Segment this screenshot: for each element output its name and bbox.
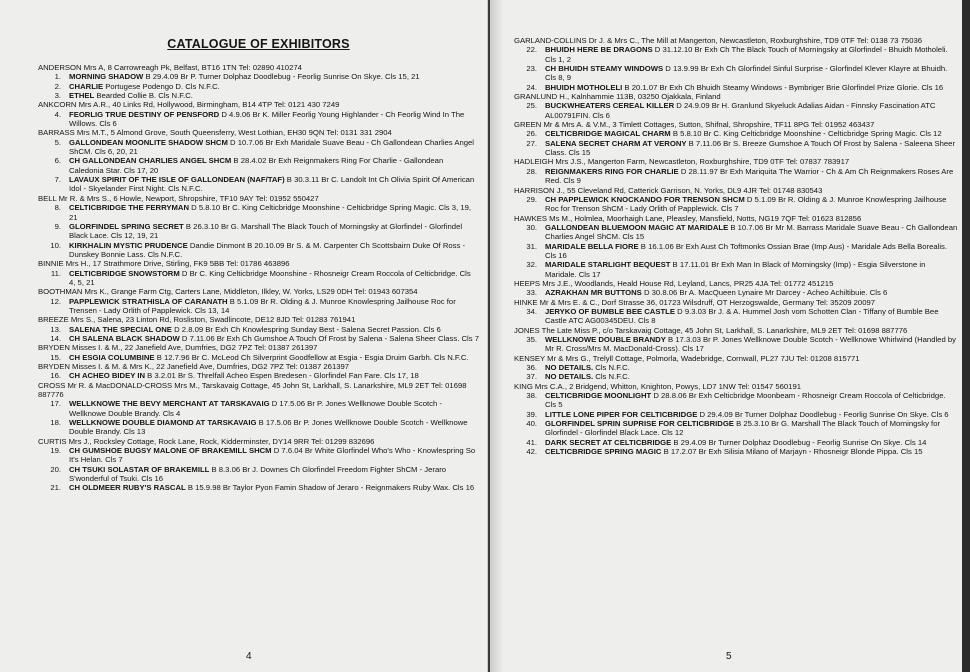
dog-name: CH GUMSHOE BUGSY MALONE OF BRAKEMILL SHCM bbox=[69, 446, 272, 456]
dog-entry bbox=[514, 242, 958, 261]
dog-text bbox=[545, 260, 958, 279]
exhibitor-entry: ANKCORN Mrs A.R., 40 Links Rd, Hollywood, Birmingham, B14 4TP Tel: 0121 430 7249 bbox=[38, 100, 340, 110]
dog-name: MARIDALE BELLA FIORE bbox=[545, 241, 639, 251]
dog-details: D 7.6.04 Br White Glorfindel Who's Who - Knowlespring So It's Helan. Cls 7 bbox=[69, 446, 476, 465]
exhibitor-entry: BRYDEN Misses I. & M. & Mrs K., 22 Janefield Ave, Dumfries, DG2 7PZ Tel: 01387 261397 bbox=[38, 362, 350, 371]
dog-text bbox=[545, 372, 958, 381]
dog-entry bbox=[38, 269, 479, 288]
entry-number: 22. bbox=[526, 45, 537, 55]
dog-text bbox=[69, 91, 479, 100]
dog-name: CH OLDMEER RUBY'S RASCAL bbox=[69, 483, 186, 493]
dog-details: D 13.9.99 Br Exh Ch Glorfindel Sinful Surprise - Glorfindel Klever Klayre at Bhuidh. Cls 8, 9 bbox=[545, 64, 948, 83]
entry-number: 11. bbox=[50, 268, 61, 278]
dog-entry bbox=[38, 334, 479, 343]
dog-entry bbox=[514, 45, 958, 64]
entry-number: 25. bbox=[526, 101, 537, 111]
dog-name: NO DETAILS. bbox=[545, 363, 594, 373]
dog-name: BUCKWHEATERS CEREAL KILLER bbox=[545, 101, 675, 111]
dog-text bbox=[545, 139, 958, 158]
entry-number: 19. bbox=[50, 446, 61, 456]
dog-details: B 20.1.07 Br Exh Ch Bhuidh Steamy Windows - Bymbriger Brie Glorfindel Prize Glorie. Cls 16 bbox=[622, 82, 944, 92]
entry-number: 13. bbox=[50, 324, 61, 334]
dog-entry bbox=[514, 447, 958, 456]
dog-entry bbox=[38, 353, 479, 362]
dog-text bbox=[69, 371, 479, 380]
dog-entry bbox=[38, 446, 479, 465]
dog-name: GLORFINDEL SPRING SECRET bbox=[69, 221, 184, 231]
exhibitor-entry: BREEZE Mrs S., Salena, 23 Linton Rd, Rosliston, Swadlincote, DE12 8JD Tel: 01283 761941 bbox=[38, 315, 356, 325]
dog-name: MORNING SHADOW bbox=[69, 72, 144, 82]
dog-details: B 5.8.10 Br C. King Celticbridge Moonshine - Celticbridge Spring Magic. Cls 12 bbox=[670, 129, 942, 139]
dog-name: BHUIDH MOTHOLELI bbox=[545, 82, 623, 92]
dog-details: B 28.4.02 Br Exh Reignmakers Ring For Charlie - Gallondean Caledonia Star. Cls 17, 20 bbox=[69, 156, 444, 175]
entry-number: 26. bbox=[526, 129, 537, 139]
dog-name: GLORFINDEL SPRIN SUPRISE FOR CELTICBRIDGE bbox=[545, 419, 734, 429]
dog-text bbox=[545, 64, 958, 83]
dog-entry bbox=[514, 363, 958, 372]
entry-number: 33. bbox=[526, 288, 537, 298]
dog-entry bbox=[514, 167, 958, 186]
entry-number: 32. bbox=[526, 260, 537, 270]
dog-details: B 10.7.06 Br Mr M. Barrass Maridale Suave Beau - Ch Gallondean Charlies Angel ShCM. Cls 15 bbox=[545, 222, 958, 242]
dog-text bbox=[69, 297, 479, 316]
dog-text bbox=[545, 242, 958, 261]
dog-name: CELTICBRIDGE THE FERRYMAN bbox=[69, 203, 190, 213]
entry-number: 16. bbox=[50, 371, 61, 381]
left-entries bbox=[38, 63, 479, 493]
entry-number: 18. bbox=[50, 418, 61, 428]
dog-name: AZRAKHAN MR BUTTONS bbox=[545, 288, 642, 298]
dog-text bbox=[69, 110, 479, 129]
dog-name: FEORLIG TRUE DESTINY OF PENSFORD bbox=[69, 109, 220, 119]
right-entries bbox=[514, 36, 958, 456]
entry-number: 37. bbox=[526, 372, 537, 382]
dog-text bbox=[545, 438, 958, 447]
dog-entry bbox=[514, 372, 958, 381]
dog-name: CH ESGIA COLUMBINE bbox=[69, 352, 155, 362]
entry-number: 12. bbox=[50, 296, 61, 306]
dog-text bbox=[69, 325, 479, 334]
exhibitor-entry: BELL Mr R. & Mrs S., 6 Howle, Newport, Shropshire, TF10 9AY Tel: 01952 550427 bbox=[38, 193, 319, 203]
dog-entry bbox=[514, 410, 958, 419]
dog-name: SALENA SECRET CHARM AT VERONY bbox=[545, 138, 687, 148]
dog-text bbox=[545, 307, 958, 326]
dog-name: CH BHUIDH STEAMY WINDOWS bbox=[545, 64, 664, 74]
catalogue-title: CATALOGUE OF EXHIBITORS bbox=[167, 37, 350, 51]
entry-number: 28. bbox=[526, 166, 537, 176]
dog-name: JERYKO OF BUMBLE BEE CASTLE bbox=[545, 306, 675, 316]
dog-details: D 31.12.10 Br Exh Ch The Black Touch of Morningsky at Glorfindel - Bhuidh Motholeli. Cls 1, 2 bbox=[545, 45, 948, 64]
dog-entry bbox=[514, 260, 958, 279]
dog-details: B 17.5.06 Br P. Jones Wellknowe Double Scotch - Wellknowe Double Brandy. Cls 13 bbox=[69, 418, 468, 437]
exhibitor-entry: BINNIE Mrs H., 17 Strathmore Drive, Stirling, FK9 5BB Tel: 01786 463896 bbox=[38, 259, 290, 269]
entry-number: 21. bbox=[50, 483, 61, 493]
dog-entry bbox=[38, 483, 479, 492]
dog-name: NO DETAILS. bbox=[545, 372, 594, 382]
entry-number: 29. bbox=[526, 194, 537, 204]
dog-name: CHARLIE bbox=[69, 81, 104, 91]
dog-name: CELTICBRIDGE MAGICAL CHARM bbox=[545, 129, 671, 139]
dog-text bbox=[69, 222, 479, 241]
dog-text bbox=[545, 129, 958, 138]
dog-details: B 17.3.03 Br P. Jones Wellknowe Double Scotch - Wellknowe Whirlwind (Handled by Mr R. Cross/Mrs M. MacDonald-Cross). Cls 17 bbox=[545, 335, 956, 354]
dog-entry bbox=[514, 101, 958, 120]
dog-text bbox=[545, 419, 958, 438]
exhibitor-entry: HAWKES Ms M., Holmlea, Moorhaigh Lane, Pleasley, Mansfield, Notts, NG19 7QF Tel: 01623 812856 bbox=[514, 213, 862, 223]
entry-number: 34. bbox=[526, 306, 537, 316]
dog-name: WELLKNOWE THE BEVY MERCHANT AT TARSKAVAIG bbox=[69, 399, 270, 409]
entry-number: 35. bbox=[526, 335, 537, 344]
entry-number: 41. bbox=[526, 437, 537, 447]
exhibitor-entry: KING Mrs C.A., 2 Bridgend, Whitton, Knighton, Powys, LD7 1NW Tel: 01547 560191 bbox=[514, 381, 801, 391]
entry-number: 15. bbox=[50, 352, 61, 362]
dog-name: CELTICBRIDGE MOONLIGHT bbox=[545, 391, 652, 401]
dog-details: D 29.4.09 Br Turner Dolphaz Doodlebug - Feorlig Sunrise On Skye. Cls 6 bbox=[697, 409, 949, 419]
scan-edge bbox=[962, 0, 970, 672]
entry-number: 30. bbox=[526, 222, 537, 232]
entry-number: 4. bbox=[54, 109, 61, 119]
dog-entry bbox=[514, 335, 958, 354]
dog-details: D 17.5.06 Br P. Jones Wellknowe Double Scotch - Wellknowe Double Brandy. Cls 4 bbox=[69, 399, 442, 418]
dog-details: B 17.11.01 Br Exh Man In Black of Morningsky (Imp) - Esgia Silverstone in Maridale. Cls 17 bbox=[545, 260, 926, 279]
dog-details: B 12.7.96 Br C. McLeod Ch Silverprint Goodfellow at Esgia - Esgia Druim Garbh. Cls N.F.C. bbox=[154, 352, 469, 362]
dog-name: REIGNMAKERS RING FOR CHARLIE bbox=[545, 166, 679, 176]
dog-entry bbox=[38, 399, 479, 418]
dog-name: LITTLE LONE PIPER FOR CELTICBRIDGE bbox=[545, 409, 698, 419]
exhibitor-entry: KENSEY Mr & Mrs G., Trelyll Cottage, Polmorla, Wadebridge, Cornwall, PL27 7JU Tel: 01208 815771 bbox=[514, 353, 860, 363]
dog-name: MARIDALE STARLIGHT BEQUEST bbox=[545, 260, 671, 270]
dog-entry bbox=[38, 156, 479, 175]
dog-entry bbox=[38, 82, 479, 91]
dog-details: D 30.8.06 Br A. MacQueen Lynaire Mr Darcey - Acheo Achiltibuie. Cls 6 bbox=[641, 288, 888, 298]
dog-details: B 3.2.01 Br S. Threlfall Acheo Espen Bredesen - Glorfindel Fan Fare. Cls 17, 18 bbox=[145, 371, 419, 381]
entry-number: 24. bbox=[526, 82, 537, 92]
dog-text bbox=[545, 45, 958, 64]
exhibitor-entry: BRYDEN Misses I. & M., 22 Janefield Ave, Dumfries, DG2 7PZ Tel: 01387 261397 bbox=[38, 343, 318, 353]
dog-name: CELTICBRIDGE SPRING MAGIC bbox=[545, 447, 662, 457]
dog-details: B 30.3.11 Br C. Landolt Int Ch Olivia Spirit Of American Idol - Skyelander First Night. Cls N.F.C. bbox=[69, 175, 475, 194]
dog-details: B 25.3.10 Br G. Marshall The Black Touch of Morningsky for Glorfindel - Glorfindel Black Lace. Cls 12 bbox=[545, 419, 941, 438]
entry-number: 40. bbox=[526, 419, 537, 429]
dog-details: D 24.9.09 Br H. Granlund Skyeluck Adalias Aidan - Finnsky Fascination ATC AL00791FIN. Cls 6 bbox=[545, 101, 936, 120]
dog-text bbox=[545, 167, 958, 186]
dog-text bbox=[69, 465, 479, 484]
dog-details: B 17.2.07 Br Exh Silisia Milano of Marjayn - Rhosneigr Blonde Pippa. Cls 15 bbox=[661, 447, 923, 457]
exhibitor-entry: JONES The Late Miss P., c/o Tarskavaig Cottage, 45 John St, Larkhall, S. Lanarkshire, ML9 2ET Tel: 01698 887776 bbox=[514, 325, 908, 335]
dog-entry bbox=[38, 91, 479, 100]
dog-entry bbox=[38, 418, 479, 437]
dog-entry bbox=[514, 64, 958, 83]
dog-name: WELLKNOWE DOUBLE DIAMOND AT TARSKAVAIG bbox=[69, 418, 257, 428]
entry-number: 14. bbox=[50, 333, 61, 343]
dog-text bbox=[69, 353, 479, 362]
entry-number: 1. bbox=[54, 72, 61, 82]
entry-number: 27. bbox=[526, 138, 537, 148]
dog-name: CELTICBRIDGE SNOWSTORM bbox=[69, 268, 180, 278]
dog-text bbox=[69, 203, 479, 222]
dog-entry bbox=[38, 297, 479, 316]
dog-name: CH PAPPLEWICK KNOCKANDO FOR TRENSON SHCM bbox=[545, 194, 745, 204]
entry-number: 42. bbox=[526, 447, 537, 457]
exhibitor-entry: GREEN Mr & Mrs A. & V.M., 3 Timlett Cottages, Sutton, Shifnal, Shropshire, TF11 8PG Tel: 01952 463437 bbox=[514, 120, 875, 130]
dog-text bbox=[545, 223, 958, 242]
dog-entry bbox=[38, 241, 479, 260]
dog-details: B 16.1.06 Br Exh Aust Ch Toftmonks Ossian Brae (Imp Aus) - Maridale Ads Bella Borealis. Cls 16 bbox=[545, 241, 948, 260]
dog-entry bbox=[38, 371, 479, 380]
dog-name: PAPPLEWICK STRATHISLA OF CARANATH bbox=[69, 296, 228, 306]
dog-details: D 7.11.06 Br Exh Ch Gumshoe A Touch Of Frost by Salena - Salena Sheer Class. Cls 7 bbox=[179, 333, 480, 343]
dog-text bbox=[545, 363, 958, 372]
exhibitor-entry: GARLAND-COLLINS Dr J. & Mrs C., The Mill at Mangerton, Newcastleton, Roxburghshire, TD9 0TF Tel: 0138 73 75036 bbox=[514, 36, 923, 45]
exhibitor-entry: BOOTHMAN Mrs K., Grange Farm Ctg, Carters Lane, Middleton, Ilkley, W. Yorks, LS29 0DH Tel: 01943 607354 bbox=[38, 287, 418, 297]
dog-details: Portugese Podengo D. Cls N.F.C. bbox=[103, 81, 220, 91]
dog-details: B 7.11.06 Br S. Breeze Gumshoe A Touch Of Frost by Salena - Saleena Sheer Class. Cls 15 bbox=[545, 138, 956, 158]
dog-entry bbox=[514, 419, 958, 438]
entry-number: 9. bbox=[54, 221, 61, 231]
dog-name: CH SALENA BLACK SHADOW bbox=[69, 333, 180, 343]
exhibitor-entry: CURTIS Mrs J., Rocksley Cottage, Rock Lane, Rock, Kidderminster, DY14 9RR Tel: 01299 832696 bbox=[38, 436, 375, 446]
entry-number: 36. bbox=[526, 363, 537, 373]
dog-name: ETHEL bbox=[69, 91, 95, 101]
dog-name: BHUIDH HERE BE DRAGONS bbox=[545, 45, 653, 55]
dog-name: SALENA THE SPECIAL ONE bbox=[69, 324, 172, 334]
dog-entry bbox=[38, 222, 479, 241]
dog-details: Bearded Collie B. Cls N.F.C. bbox=[94, 91, 193, 101]
dog-details: D 5.8.10 Br C. King Celticbridge Moonshine - Celticbridge Spring Magic. Cls 3, 19, 21 bbox=[69, 203, 472, 222]
dog-text bbox=[545, 195, 958, 214]
dog-entry bbox=[38, 175, 479, 194]
dog-name: GALLONDEAN BLUEMOON MAGIC AT MARIDALE bbox=[545, 222, 729, 232]
dog-text bbox=[69, 72, 479, 81]
entry-number: 38. bbox=[526, 391, 537, 401]
exhibitor-entry: HINKE Mr & Mrs E. & C., Dorf Strasse 36, 01723 Wilsdruff, OT Herzogswalde, Germany Tel: 35209 20097 bbox=[514, 297, 876, 307]
dog-text bbox=[545, 101, 958, 120]
dog-details: B 26.3.10 Br G. Marshall The Black Touch of Morningsky at Glorfindel - Glorfindel Black Lace. Cls 12, 19, 21 bbox=[69, 221, 463, 241]
entry-number: 10. bbox=[50, 240, 61, 250]
dog-text bbox=[69, 334, 479, 343]
entry-number: 39. bbox=[526, 409, 537, 419]
dog-text bbox=[69, 82, 479, 91]
entry-number: 2. bbox=[54, 81, 61, 91]
dog-details: D Br C. King Celticbridge Moonshine - Rhosneigr Cream Roccola of Celticbridge. Cls 4, 5, 21 bbox=[69, 268, 471, 287]
exhibitor-entry: GRANLUND H., Kalnhammie 113B, 03250 Ojakkala, Finland bbox=[514, 92, 721, 102]
entry-number: 8. bbox=[54, 203, 61, 213]
dog-details: B 29.4.09 Br P. Turner Dolphaz Doodlebug - Feorlig Sunrise On Skye. Cls 15, 21 bbox=[143, 72, 420, 82]
dog-text bbox=[69, 446, 479, 465]
dog-name: CH TSUKI SOLASTAR OF BRAKEMILL bbox=[69, 464, 210, 474]
dog-entry bbox=[514, 288, 958, 297]
dog-name: WELLKNOWE DOUBLE BRANDY bbox=[545, 335, 666, 344]
dog-details: B 15.9.98 Br Taylor Pyon Famin Shadow of Jeraro - Reignmakers Ruby Wax. Cls 16 bbox=[185, 483, 475, 493]
dog-details: Dandie Dinmont B 20.10.09 Br S. & M. Carpenter Ch Scottsbairn Duke Of Ross - Dunskey Bonnie Lass. Cls N.F.C. bbox=[69, 240, 466, 259]
dog-text bbox=[69, 418, 479, 437]
exhibitor-entry: HADLEIGH Mrs J.S., Mangerton Farm, Newcastleton, Roxburghshire, TD9 0TF Tel: 07837 783917 bbox=[514, 157, 850, 167]
dog-entry bbox=[514, 391, 958, 410]
dog-entry bbox=[38, 465, 479, 484]
dog-details: D 28.11.97 Br Exh Mariquita The Warrior - Ch & Am Ch Reignmakers Roses Are Red. Cls 9 bbox=[545, 166, 954, 186]
dog-name: KIRKHALIN MYSTIC PRUDENCE bbox=[69, 240, 188, 250]
dog-name: DARK SECRET AT CELTICBRIDGE bbox=[545, 437, 672, 447]
dog-details: Cls N.F.C. bbox=[593, 363, 630, 373]
dog-name: GALLONDEAN MOONLITE SHADOW SHCM bbox=[69, 137, 228, 147]
entry-number: 7. bbox=[54, 175, 61, 185]
right-page bbox=[490, 0, 962, 672]
dog-details: D 9.3.03 Br J. & A. Hummel Josh vom Schotten Clan - Tiffany of Bumble Bee Castle ATC AG00345DEU. Cls 8 bbox=[545, 306, 939, 326]
dog-text bbox=[69, 399, 479, 418]
entry-number: 17. bbox=[50, 399, 61, 409]
dog-entry bbox=[38, 72, 479, 81]
entry-number: 23. bbox=[526, 64, 537, 74]
dog-entry bbox=[514, 83, 958, 92]
dog-details: B 29.4.09 Br Turner Dolphaz Doodlebug - Feorlig Sunrise On Skye. Cls 14 bbox=[671, 437, 927, 447]
dog-text bbox=[545, 288, 958, 297]
dog-text bbox=[69, 483, 479, 492]
dog-entry bbox=[38, 203, 479, 222]
exhibitor-entry: BARRASS Mrs M.T., 5 Almond Grove, South Queensferry, West Lothian, EH30 9QN Tel: 0131 331 2904 bbox=[38, 128, 392, 138]
dog-text bbox=[69, 269, 479, 288]
entry-number: 3. bbox=[54, 91, 61, 101]
dog-entry bbox=[514, 195, 958, 214]
dog-text bbox=[545, 83, 958, 92]
exhibitor-entry: HARRISON J., 55 Cleveland Rd, Catterick Garrison, N. Yorks, DL9 4JR Tel: 01748 830543 bbox=[514, 185, 823, 195]
exhibitor-entry: ANDERSON Mrs A, 8 Carrowreagh Pk, Belfast, BT16 1TN Tel: 02890 410274 bbox=[38, 63, 302, 72]
dog-entry bbox=[514, 223, 958, 242]
exhibitor-entry: HEEPS Mrs J.E., Woodlands, Heald House Rd, Leyland, Lancs, PR25 4JA Tel: 01772 451215 bbox=[514, 278, 834, 288]
exhibitor-entry: CROSS Mr R. & MacDONALD-CROSS Mrs M., Tarskavaig Cottage, 45 John St, Larkhall, S. Lanarkshire, ML9 2ET Tel: 01698 887776 bbox=[38, 380, 467, 400]
entry-number: 20. bbox=[50, 464, 61, 474]
dog-text bbox=[69, 241, 479, 260]
dog-name: CH GALLONDEAN CHARLIES ANGEL SHCM bbox=[69, 156, 232, 166]
dog-entry bbox=[514, 129, 958, 138]
dog-entry bbox=[514, 307, 958, 326]
dog-text bbox=[69, 156, 479, 175]
dog-text bbox=[545, 391, 958, 410]
dog-details: D 28.8.06 Br Exh Celticbridge Moonbeam - Rhosneigr Cream Roccola of Celticbridge. Cls 5 bbox=[545, 391, 946, 410]
dog-text bbox=[545, 410, 958, 419]
dog-entry bbox=[514, 139, 958, 158]
entry-number: 31. bbox=[526, 241, 537, 251]
dog-entry bbox=[514, 438, 958, 447]
dog-details: D 2.8.09 Br Exh Ch Knowlespring Sunday Best - Salena Secret Passion. Cls 6 bbox=[171, 324, 441, 334]
dog-details: D 4.9.06 Br K. Miller Feorlig Young Highlander - Ch Feorlig Wind In The Willows. Cls 6 bbox=[69, 109, 465, 129]
entry-number: 5. bbox=[54, 137, 61, 147]
dog-text bbox=[545, 335, 958, 354]
dog-details: B 5.1.09 Br R. Olding & J. Munroe Knowlespring Jailhouse Roc for Trensen - Lady Orlith of Papplewick. Cls 13, 14 bbox=[69, 296, 456, 315]
dog-name: LAVAUX SPIRIT OF THE ISLE OF GALLONDEAN (NAF/TAF) bbox=[69, 175, 285, 185]
dog-text bbox=[69, 175, 479, 194]
dog-entry bbox=[38, 110, 479, 129]
dog-details: D 5.1.09 Br R. Olding & J. Munroe Knowlespring Jailhouse Roc for Trenson ShCM - Lady Orlith of Papplewick. Cls 7 bbox=[545, 194, 947, 214]
page-number-left: 4 bbox=[246, 651, 252, 662]
page-number-right: 5 bbox=[726, 651, 732, 662]
dog-text bbox=[69, 138, 479, 157]
entry-number: 6. bbox=[54, 156, 61, 166]
dog-entry bbox=[38, 138, 479, 157]
dog-name: CH ACHEO BIDEY IN bbox=[69, 371, 146, 381]
dog-details: D 10.7.06 Br Exh Maridale Suave Beau - Ch Gallondean Charlies Angel ShCM. Cls 6, 20, 21 bbox=[69, 137, 475, 157]
dog-details: Cls N.F.C. bbox=[593, 372, 630, 382]
dog-text bbox=[545, 447, 958, 456]
dog-entry bbox=[38, 325, 479, 334]
dog-details: B 8.3.06 Br J. Downes Ch Glorfindel Freedom Fighter ShCM - Jeraro S'wonderful of Tsuki. Cls 16 bbox=[69, 464, 447, 484]
